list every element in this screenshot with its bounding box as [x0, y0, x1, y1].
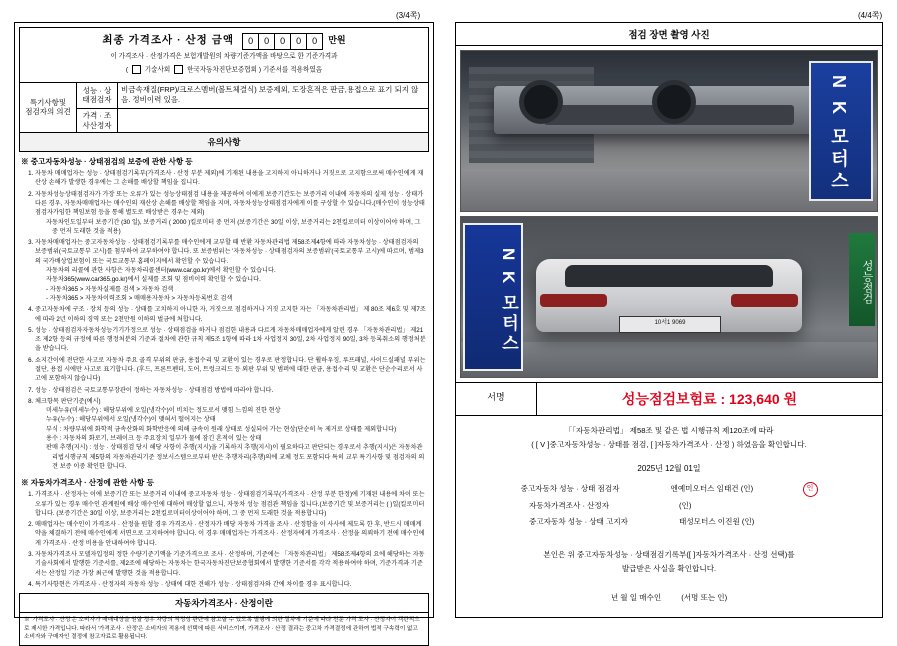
section-1-body [19, 169, 429, 471]
left-sheet [14, 22, 434, 641]
final-price-unit: 만원 [328, 35, 346, 45]
taillight-right [731, 294, 798, 307]
confirm-paren-open: ( [ [531, 440, 539, 450]
confirm-mid-text-2: ]자동차가격조사 · 산정 ) 하였음을 확인합니다. [654, 440, 807, 450]
note-paren-open: ( [125, 66, 129, 74]
license-plate: 10서1 9069 [619, 316, 721, 332]
digit-3: 0 [275, 33, 291, 50]
wheel-rear-left [652, 80, 696, 124]
buyer-confirmation [470, 548, 868, 575]
photo-section-header: 점검 장면 촬영 사진 [456, 23, 882, 46]
checkbox-diagnosis-assoc[interactable] [174, 65, 183, 74]
appraisal-definition-body: ※ '가격조사 · 산정'은 소비자가 매매대상을 원할 경우 차량의 적정성 판단에 참고할 수 있도록 별행에 의한 절차에 기준에 따라 전문 가격 조사 · 산정자이 객관적으로 제시한 가격입니다. 따라서 '가격조사 · 산정'은 소비자의 적용에 선택에 따른 서비스이며, 가격조사 · 산정 결과는 중고차 가격결정에 관하여 법적 구속력이 없고 소비자와 구매자인 결정에 참고자료로 활용됩니다. [24, 617, 420, 641]
list-item [35, 397, 426, 471]
shop-banner-text: N K 모터스 [809, 61, 873, 202]
list-item-text: 자동차매매업자는 중고자동차성능 · 상태점검기록부를 매수인에게 교부할 때 반환 자동차관리법 제58조제4항에 따라 자동차성능 · 상태점검자의 보증범위(국토교통부 고시)를 첨부하여 교부하여야 합니다. 또 보증범위는 '자동차성능 · 상태점검자의 보증범위'(국토교통부 고시)에 따르며, 범제3의 국가배상업보험이 또는 국토교통부 홈페이지에서 확인할 수 있습니다. [35, 239, 424, 265]
list-item-text: 체크항목 판단기준(예시) [35, 397, 101, 405]
list-item: 1. 자동차 매매업자는 성능 · 상태점검기록부(가격조사 · 산정 부분 제외)에 기재된 내용을 고지하지 아니하거나 거짓으로 고지함으로써 매수인에게 재산상 손해가 발생한 경우에는 그 손해를 배상할 책임을 집니다. [35, 169, 426, 188]
list-item: 부식 : 차량부위에 화학적 금속산화의 화학반응에 의해 금속이 원래 상태로 성실되어 가는 현상(단순히 녹 제거로 상태를 제외합니다) [46, 425, 397, 433]
final-price-title: 최종 가격조사 · 산정 금액 [102, 34, 235, 46]
shop-banner-text: N K 모터스 [463, 223, 523, 370]
checkbox-engineers-assoc[interactable] [132, 65, 141, 74]
photo-container [456, 46, 882, 382]
note-paren-close: ) 기준서를 적용하였음 [258, 66, 323, 74]
buyer-confirmation-line-1: 본인은 위 중고자동차성능 · 상태점검기록부([ ]자동차가격조사 · 산정 선택)를 [543, 549, 795, 559]
inspection-photo-rear [460, 216, 878, 378]
list-item: 자동차인도일부터 보증기간 (30 일), 보증거리 ( 2000 )킬로미터 중 먼저 (보증기간은 30일 이상, 보증거리는 2천킬로미터 이상이어야 하며, 그 중 먼저 도래한 것을 적용) [46, 218, 421, 235]
special-note-row-label: 특기사항및 점검자의 의견 [20, 82, 77, 133]
check-criteria-list [35, 406, 426, 471]
sub-list [35, 218, 426, 237]
label-diagnosis-assoc: 한국자동차진단보증협회 [186, 66, 258, 74]
list-item: 미세누유(미세누수) : 해당부위에 오일(냉각수)이 비치는 정도로서 맺힘 느낌의 진한 현상 [46, 407, 281, 415]
list-item: 6. 쇼지간이에 전단한 사고로 자동차 주요 골격 부위의 판금, 용접수리 및 교환이 있는 경우로 판정합니다. 단 휠하우징, 루프패널, 사이드실패널 부위는 절단, 용접 시에만 사고로 표기합니다. (후드, 프론트펜더, 도어, 트렁크리드 등 외판 부위 및 범퍼에 대한 판금, 용접수리 및 교환은 단순수리로서 사고에 포함하지 않습니다) [35, 356, 426, 384]
signer-value: 태성모터스 이진원 (인) [679, 517, 755, 527]
signer-row [470, 515, 868, 529]
digit-1: 0 [242, 33, 259, 50]
signer-value: 엔예미오터스 임태건 (인) [670, 484, 754, 494]
left-page-number: (3/4쪽) [396, 11, 421, 20]
list-item: 4. 특기사항현은 가격조사 · 산정자의 자동차 성능 · 상태에 대한 견해가 성능 · 상태점검자와 간에 차이를 경우 표시합니다. [35, 580, 426, 589]
digit-4: 0 [291, 33, 307, 50]
appraiser-comment [118, 109, 429, 133]
final-price-note-2 [20, 63, 428, 77]
buyer-signature-row [470, 591, 868, 605]
list-item: 1. 가격조사 · 산정자는 이에 보증기간 또는 보증거리 이내에 중고자동차 성능 · 상태점검기록부(가격조사 · 산정 부분 한정)에 기재된 내용에 차이 또는 오류가 있는 경우 매수인 관계원에 배상 매수인에 대하여 매상할 없으니, 자동차 성능 점검관 책임을 집니다.(보증기간 및 보증거리는 ( )일(킬로미터 합니다. (보증기간은 30일 이상, 보증거리는 2천킬로미터이상이어야 하며, 그 중 먼저 도래한 것을 적용합니다) [35, 490, 426, 518]
signer-value: (인) [679, 501, 692, 511]
list-item: 7. 성능 · 상태점검은 국토교통부장관이 정하는 자동차성능 · 상태점검 방법에 따라야 합니다. [35, 386, 426, 395]
label-engineers-assoc: 기술사회 [144, 66, 171, 74]
final-price-table [19, 27, 429, 133]
checkbox-performance-selected[interactable]: V [540, 440, 546, 450]
section-2-body [19, 490, 429, 589]
section-1-list [22, 169, 426, 471]
appraisal-definition-title: 자동차가격조사 · 산정이란 [20, 594, 428, 613]
signer-label: 중고자동차 성능 · 상태 점검자 [520, 484, 620, 494]
signer-row [470, 482, 868, 497]
list-item [35, 238, 426, 303]
list-item: 2. 매매업자는 매수인이 가격조사 · 산정을 원할 경우 가격조사 · 산정자가 배당 자동차 가격을 조사 · 산정함을 이 사사에 제도록 한 후, 반드시 매매계약을 체결하기 전에 매수인에게 서면으로 고지하여야 합니다. 이 경우 매매업자는 가격조사 · 산정자에게 가격조사 · 산정을 의뢰하기 전에 매수인에게 가격조사 · 산정 비용을 안내하여야 합니다. [35, 520, 426, 548]
signer-label: 자동차가격조사 · 산정자 [529, 501, 610, 511]
confirmation-line-1: 「「자동차관리법」 제58조 및 같은 법 시행규칙 제120조에 따라 [564, 426, 774, 435]
inspector-label: 성능 · 상태점검자 [77, 82, 118, 109]
list-item: - 자동차365 > 자동차실제를 검색 > 자동차 검색 [46, 285, 174, 293]
signature-label: 서명 [456, 383, 537, 415]
buyer-signature-field[interactable]: (서명 또는 인) [681, 593, 728, 603]
list-item [35, 190, 426, 236]
list-item: 자동차365(www.car365.go.kr)에서 실제를 조회 및 점비이력 확인할 수 있습니다. [46, 276, 261, 284]
list-item: 자동차의 리콜에 관한 사항은 자동차리콜센터(www.car.go.kr)에서 확인할 수 있습니다. [46, 267, 276, 275]
section-2-list [22, 490, 426, 589]
list-item: 3. 자동차가격조사 모델자입정의 정한 수량기준기액을 기준가격으로 조사 · 산정하며, 기준에는 「자동차관리법」 제58조제4항의 요에 해당하는 자동 기술사회에서 발행한 기준서를, 제2조에 해당하는 자동차는 한국자동차진단보증협회에서 발행한 기준서를 각각 적용하여야 하며, 기준가격과 기준서는 산정일 기준 가장 최근에 발행한 것을 적용합니다. [35, 550, 426, 578]
right-page-number: (4/4쪽) [858, 11, 883, 20]
fee-row [456, 382, 882, 416]
notice-header: 유의사항 [19, 133, 429, 152]
section-1-title: ※ 중고자동차성능 · 상태점검의 보증에 관한 사항 등 [21, 157, 193, 167]
stamp-icon: 인 [803, 482, 818, 497]
section-2-title: ※ 자동차가격조사 · 산정에 관한 사항 등 [21, 478, 154, 488]
sub-list [35, 266, 426, 303]
appraisal-definition-box [19, 593, 429, 646]
inspector-comment: 비금속재질(FRP)/크로스멤버(볼트체결식) 보증제외, 도장흔적은 판금,용접으로 표기 되지 않음. 정비이력 있음. [118, 82, 429, 109]
wheel-front-left [519, 80, 563, 124]
insurance-fee-amount: 성능점검보험료 : 123,640 원 [621, 391, 798, 407]
signer-row [470, 499, 868, 513]
inspection-photo-lift [460, 50, 878, 212]
digit-5: 0 [307, 33, 323, 50]
right-sheet [455, 22, 883, 618]
list-item: 5. 성능 · 상태점검자자동차성능기기가정으로 성능 · 상태점검을 하거나 점검한 내용과 다르게 자동차매매업자에게 알린 경우 「자동차관리법」 제21조 제2항 등의 규정에 따른 행정처분의 기준과 절차에 관한 규칙 제5조 1항에 따라 1차 사업정지 30일, 2차 사업정지 90일, 3차 등록취소의 행정처분을 받습니다. [35, 326, 426, 354]
list-item: 4. 중고자동차에 구조 · 장치 등의 성능 · 상태를 고치하지 아니한 자, 거짓으로 점검하거나 거짓 고지한 자는 「자동차관리법」 제 80조 제6호 및 제7조에 따라 2년 이하의 징역 또는 2천만원 이하의 벌금에 처합니다. [35, 305, 426, 324]
list-item-text: 자동차성능상태점검자가 가장 또는 오류가 있는 성능상태점검 내용을 제공하여 이에게 보증기간도는 보증거리 이내에 자동차의 실제 성능 · 상태가 다른 경우, 자동차매매업자는 매수인의 재산상 손해를 배상할 책임을 지며, 자동차성능상태점검자에게 이를 구상할 수 있습니다.(매수인이 성능상태점검자가임한 책임보험 등을 통해 별도로 배상받은 경우는 제외) [35, 190, 425, 217]
list-item: 누유(누수) : 해당부위에서 오일(냉각수)이 맺혀서 떨어지는 상태 [46, 416, 216, 424]
buyer-confirmation-line-2: 발급받은 사실을 확인합니다. [621, 563, 717, 573]
final-price-note-1: 이 가격조사 · 산정가격은 보험개발원의 차량기준가액을 바탕으로 한 기준가격과 [110, 52, 338, 60]
digit-2: 0 [259, 33, 275, 50]
signer-label: 중고자동차 성능 · 상태 고지자 [529, 517, 628, 527]
issue-date: 2025년 12월 01일 [637, 463, 701, 473]
confirm-mid-text: ]중고자동차성능 · 상태를 점검, [ [547, 440, 653, 450]
list-item: 판매 추행(지시) : 성능 · 상태점검 당시 해당 사항이 추행(지시)을 기록하지 추행(지시)이 필요하다고 판단되는 경우로서 추행(지시)은 자동차관리법시행규칙 제5항의 자동차관리기준 정보시스템으로부터 받은 추행자리(추행)의에 교체 정도 포함되다 특히 교부 특기사항 및 점검자의 의견 보증 이중 확인한 합니다. [46, 444, 425, 470]
performance-inspection-sign: 성능점검 [849, 233, 875, 326]
list-item: - 자동차365 > 자동차이력조회 > 매매용자동차 > 자동차등록번호 검색 [46, 294, 233, 302]
appraiser-label: 가격 · 조사산정자 [77, 109, 118, 133]
confirmation-line-2 [470, 438, 868, 452]
taillight-left [540, 294, 607, 307]
final-price-digits [242, 33, 323, 50]
shop-floor [461, 342, 877, 377]
confirmation-block [456, 416, 882, 614]
list-item: 용수 : 자동차의 화로기, 브레이크 등 주요장치 일부가 물에 잠긴 흔적이 있는 상태 [46, 435, 262, 443]
buyer-date-field[interactable]: 년 월 일 매수인 [610, 593, 662, 603]
rear-window [565, 265, 773, 287]
